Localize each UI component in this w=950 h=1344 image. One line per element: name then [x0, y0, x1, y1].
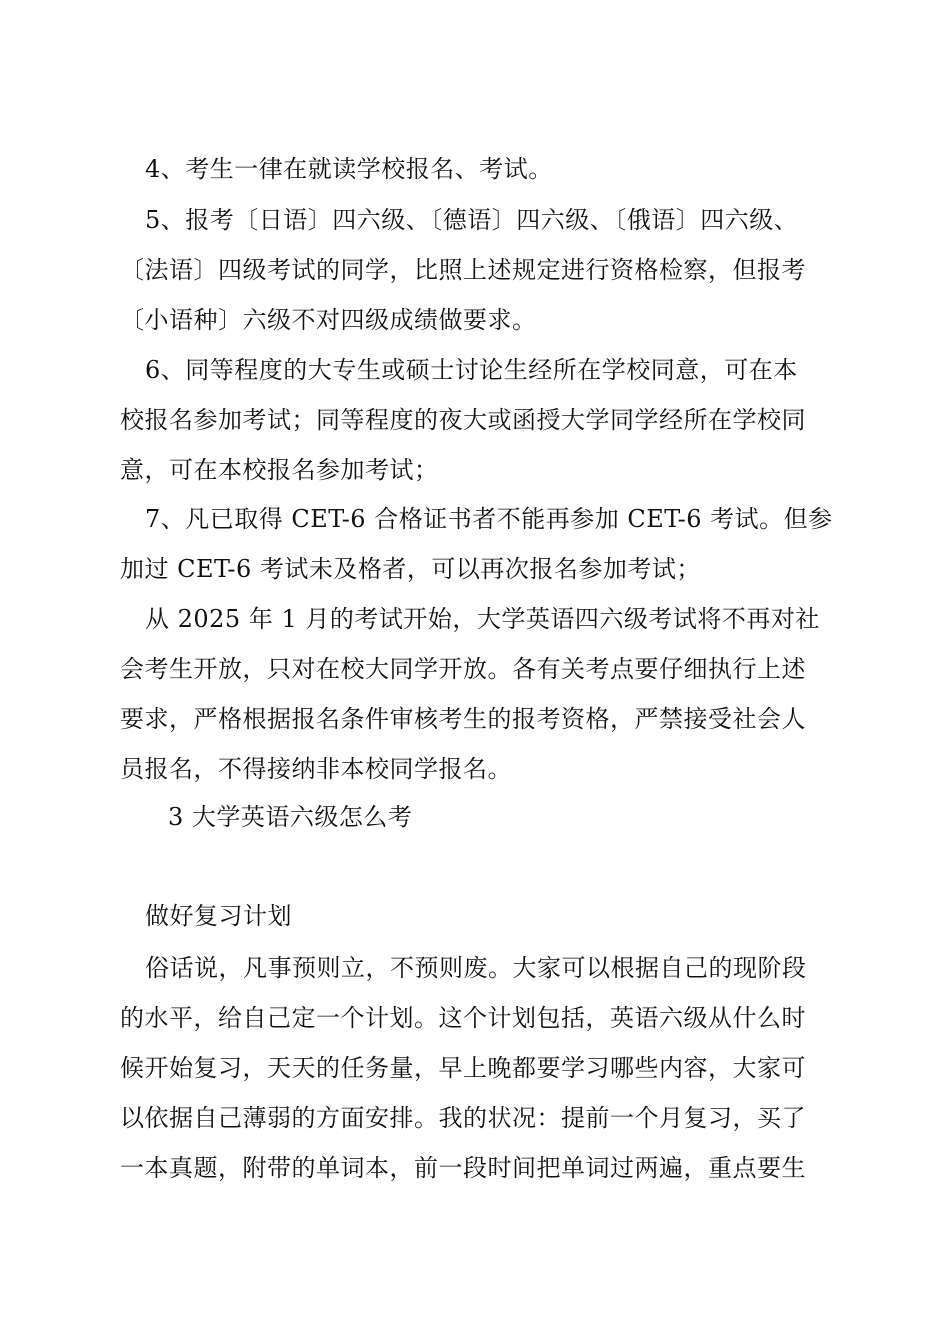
- paragraph-plan-line-4: 以依据自己薄弱的方面安排。我的状况：提前一个月复习，买了: [120, 1104, 806, 1132]
- paragraph-6-line-3: 意，可在本校报名参加考试；: [120, 456, 439, 484]
- paragraph-2025-line-4: 员报名，不得接纳非本校同学报名。: [120, 755, 512, 783]
- paragraph-7-line-1: 7、凡已取得 CET-6 合格证书者不能再参加 CET-6 考试。但参: [145, 505, 833, 533]
- paragraph-2025-line-3: 要求，严格根据报名条件审核考生的报考资格，严禁接受社会人: [120, 705, 806, 733]
- paragraph-5-line-1: 5、报考〔日语〕四六级、〔德语〕四六级、〔俄语〕四六级、: [145, 206, 799, 234]
- paragraph-6-line-2: 校报名参加考试；同等程度的夜大或函授大学同学经所在学校同: [120, 406, 806, 434]
- paragraph-5-line-3: 〔小语种〕六级不对四级成绩做要求。: [120, 306, 537, 334]
- subheading-review-plan: 做好复习计划: [145, 902, 292, 930]
- paragraph-plan-line-1: 俗话说，凡事预则立，不预则废。大家可以根据自己的现阶段: [145, 954, 807, 982]
- paragraph-6-line-1: 6、同等程度的大专生或硕士讨论生经所在学校同意，可在本: [145, 356, 798, 384]
- paragraph-plan-line-5: 一本真题，附带的单词本，前一段时间把单词过两遍，重点要生: [120, 1154, 806, 1182]
- paragraph-5-line-2: 〔法语〕四级考试的同学，比照上述规定进行资格检察，但报考: [120, 256, 806, 284]
- section-heading-how-to-take-cet6: 3 大学英语六级怎么考: [168, 803, 413, 831]
- paragraph-7-line-2: 加过 CET-6 考试未及格者，可以再次报名参加考试；: [120, 555, 701, 583]
- paragraph-plan-line-3: 候开始复习，天天的任务量，早上晚都要学习哪些内容，大家可: [120, 1054, 806, 1082]
- paragraph-plan-line-2: 的水平，给自己定一个计划。这个计划包括，英语六级从什么时: [120, 1004, 806, 1032]
- paragraph-4-line-1: 4、考生一律在就读学校报名、考试。: [145, 155, 553, 183]
- paragraph-2025-line-2: 会考生开放，只对在校大同学开放。各有关考点要仔细执行上述: [120, 655, 806, 683]
- paragraph-2025-line-1: 从 2025 年 1 月的考试开始，大学英语四六级考试将不再对社: [145, 605, 820, 633]
